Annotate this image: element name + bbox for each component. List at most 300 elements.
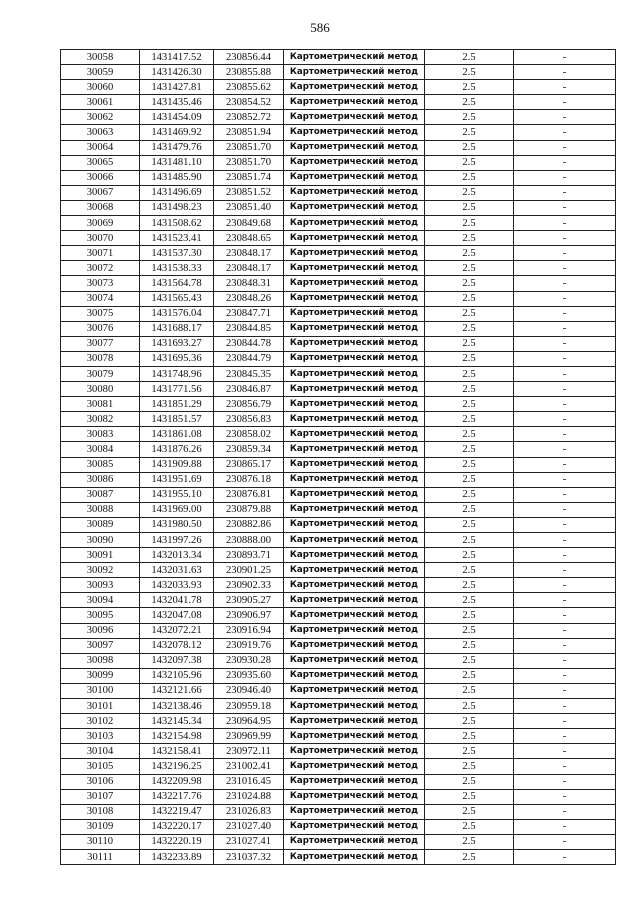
method-cell: Картометрический метод — [284, 699, 425, 714]
x-coordinate-cell: 1432220.17 — [140, 819, 214, 834]
accuracy-cell: 2.5 — [425, 472, 514, 487]
point-number-cell: 30075 — [61, 306, 140, 321]
note-cell: - — [514, 155, 616, 170]
accuracy-cell: 2.5 — [425, 382, 514, 397]
table-row — [61, 608, 616, 623]
accuracy-cell: 2.5 — [425, 819, 514, 834]
table-row — [61, 276, 616, 291]
table-row — [61, 683, 616, 698]
y-coordinate-cell: 230856.79 — [214, 397, 284, 412]
y-coordinate-cell: 230851.52 — [214, 185, 284, 200]
page-number: 586 — [310, 20, 330, 35]
x-coordinate-cell: 1431498.23 — [140, 200, 214, 215]
y-coordinate-cell: 230972.11 — [214, 744, 284, 759]
table-row — [61, 578, 616, 593]
note-cell: - — [514, 517, 616, 532]
y-coordinate-cell: 230844.79 — [214, 351, 284, 366]
point-number-cell: 30100 — [61, 683, 140, 698]
x-coordinate-cell: 1431980.50 — [140, 517, 214, 532]
method-cell: Картометрический метод — [284, 366, 425, 381]
x-coordinate-cell: 1431695.36 — [140, 351, 214, 366]
point-number-cell: 30110 — [61, 834, 140, 849]
coordinates-table-body — [61, 50, 616, 865]
table-row — [61, 789, 616, 804]
coordinates-table — [60, 49, 616, 865]
method-cell: Картометрический метод — [284, 231, 425, 246]
point-number-cell: 30065 — [61, 155, 140, 170]
accuracy-cell: 2.5 — [425, 774, 514, 789]
x-coordinate-cell: 1432233.89 — [140, 849, 214, 864]
method-cell: Картометрический метод — [284, 95, 425, 110]
x-coordinate-cell: 1431876.26 — [140, 442, 214, 457]
method-cell: Картометрический метод — [284, 578, 425, 593]
point-number-cell: 30091 — [61, 548, 140, 563]
method-cell: Картометрический метод — [284, 834, 425, 849]
y-coordinate-cell: 230855.62 — [214, 80, 284, 95]
x-coordinate-cell: 1432145.34 — [140, 714, 214, 729]
y-coordinate-cell: 230856.44 — [214, 50, 284, 65]
point-number-cell: 30081 — [61, 397, 140, 412]
method-cell: Картометрический метод — [284, 276, 425, 291]
table-row — [61, 548, 616, 563]
method-cell: Картометрический метод — [284, 140, 425, 155]
note-cell: - — [514, 563, 616, 578]
x-coordinate-cell: 1432097.38 — [140, 653, 214, 668]
accuracy-cell: 2.5 — [425, 668, 514, 683]
x-coordinate-cell: 1432158.41 — [140, 744, 214, 759]
y-coordinate-cell: 230847.71 — [214, 306, 284, 321]
x-coordinate-cell: 1431508.62 — [140, 216, 214, 231]
accuracy-cell: 2.5 — [425, 366, 514, 381]
note-cell: - — [514, 351, 616, 366]
point-number-cell: 30061 — [61, 95, 140, 110]
note-cell: - — [514, 668, 616, 683]
y-coordinate-cell: 230916.94 — [214, 623, 284, 638]
method-cell: Картометрический метод — [284, 714, 425, 729]
note-cell: - — [514, 95, 616, 110]
accuracy-cell: 2.5 — [425, 608, 514, 623]
note-cell: - — [514, 427, 616, 442]
method-cell: Картометрический метод — [284, 683, 425, 698]
method-cell: Картометрический метод — [284, 321, 425, 336]
point-number-cell: 30107 — [61, 789, 140, 804]
y-coordinate-cell: 230906.97 — [214, 608, 284, 623]
x-coordinate-cell: 1432121.66 — [140, 683, 214, 698]
y-coordinate-cell: 230848.31 — [214, 276, 284, 291]
x-coordinate-cell: 1432217.76 — [140, 789, 214, 804]
x-coordinate-cell: 1432041.78 — [140, 593, 214, 608]
point-number-cell: 30108 — [61, 804, 140, 819]
y-coordinate-cell: 231026.83 — [214, 804, 284, 819]
y-coordinate-cell: 230855.88 — [214, 65, 284, 80]
method-cell: Картометрический метод — [284, 638, 425, 653]
y-coordinate-cell: 230876.18 — [214, 472, 284, 487]
table-row — [61, 140, 616, 155]
table-row — [61, 849, 616, 864]
y-coordinate-cell: 230859.34 — [214, 442, 284, 457]
method-cell: Картометрический метод — [284, 170, 425, 185]
y-coordinate-cell: 230848.17 — [214, 261, 284, 276]
x-coordinate-cell: 1431426.30 — [140, 65, 214, 80]
table-row — [61, 819, 616, 834]
method-cell: Картометрический метод — [284, 200, 425, 215]
note-cell: - — [514, 623, 616, 638]
method-cell: Картометрический метод — [284, 291, 425, 306]
x-coordinate-cell: 1431576.04 — [140, 306, 214, 321]
method-cell: Картометрический метод — [284, 502, 425, 517]
accuracy-cell: 2.5 — [425, 502, 514, 517]
note-cell: - — [514, 185, 616, 200]
accuracy-cell: 2.5 — [425, 744, 514, 759]
method-cell: Картометрический метод — [284, 759, 425, 774]
table-row — [61, 442, 616, 457]
note-cell: - — [514, 714, 616, 729]
y-coordinate-cell: 230879.88 — [214, 502, 284, 517]
accuracy-cell: 2.5 — [425, 336, 514, 351]
x-coordinate-cell: 1431693.27 — [140, 336, 214, 351]
y-coordinate-cell: 230849.68 — [214, 216, 284, 231]
accuracy-cell: 2.5 — [425, 699, 514, 714]
table-row — [61, 336, 616, 351]
note-cell: - — [514, 80, 616, 95]
note-cell: - — [514, 502, 616, 517]
note-cell: - — [514, 366, 616, 381]
accuracy-cell: 2.5 — [425, 110, 514, 125]
accuracy-cell: 2.5 — [425, 759, 514, 774]
y-coordinate-cell: 230888.00 — [214, 533, 284, 548]
x-coordinate-cell: 1432013.34 — [140, 548, 214, 563]
note-cell: - — [514, 412, 616, 427]
note-cell: - — [514, 774, 616, 789]
accuracy-cell: 2.5 — [425, 351, 514, 366]
x-coordinate-cell: 1431909.88 — [140, 457, 214, 472]
point-number-cell: 30087 — [61, 487, 140, 502]
table-row — [61, 517, 616, 532]
accuracy-cell: 2.5 — [425, 412, 514, 427]
point-number-cell: 30084 — [61, 442, 140, 457]
x-coordinate-cell: 1431496.69 — [140, 185, 214, 200]
point-number-cell: 30066 — [61, 170, 140, 185]
point-number-cell: 30098 — [61, 653, 140, 668]
accuracy-cell: 2.5 — [425, 170, 514, 185]
point-number-cell: 30072 — [61, 261, 140, 276]
accuracy-cell: 2.5 — [425, 804, 514, 819]
table-row — [61, 110, 616, 125]
x-coordinate-cell: 1431479.76 — [140, 140, 214, 155]
table-row — [61, 623, 616, 638]
x-coordinate-cell: 1432078.12 — [140, 638, 214, 653]
table-row — [61, 759, 616, 774]
method-cell: Картометрический метод — [284, 729, 425, 744]
note-cell: - — [514, 397, 616, 412]
note-cell: - — [514, 638, 616, 653]
point-number-cell: 30074 — [61, 291, 140, 306]
point-number-cell: 30059 — [61, 65, 140, 80]
note-cell: - — [514, 789, 616, 804]
point-number-cell: 30083 — [61, 427, 140, 442]
note-cell: - — [514, 216, 616, 231]
point-number-cell: 30105 — [61, 759, 140, 774]
note-cell: - — [514, 759, 616, 774]
note-cell: - — [514, 653, 616, 668]
table-row — [61, 487, 616, 502]
method-cell: Картометрический метод — [284, 533, 425, 548]
y-coordinate-cell: 230876.81 — [214, 487, 284, 502]
accuracy-cell: 2.5 — [425, 638, 514, 653]
accuracy-cell: 2.5 — [425, 155, 514, 170]
point-number-cell: 30109 — [61, 819, 140, 834]
point-number-cell: 30086 — [61, 472, 140, 487]
point-number-cell: 30062 — [61, 110, 140, 125]
method-cell: Картометрический метод — [284, 789, 425, 804]
y-coordinate-cell: 230865.17 — [214, 457, 284, 472]
point-number-cell: 30088 — [61, 502, 140, 517]
note-cell: - — [514, 487, 616, 502]
y-coordinate-cell: 230851.70 — [214, 155, 284, 170]
table-row — [61, 804, 616, 819]
accuracy-cell: 2.5 — [425, 653, 514, 668]
note-cell: - — [514, 699, 616, 714]
x-coordinate-cell: 1431538.33 — [140, 261, 214, 276]
y-coordinate-cell: 230851.74 — [214, 170, 284, 185]
table-row — [61, 246, 616, 261]
y-coordinate-cell: 231037.32 — [214, 849, 284, 864]
table-row — [61, 563, 616, 578]
method-cell: Картометрический метод — [284, 668, 425, 683]
table-row — [61, 638, 616, 653]
accuracy-cell: 2.5 — [425, 593, 514, 608]
note-cell: - — [514, 608, 616, 623]
note-cell: - — [514, 140, 616, 155]
x-coordinate-cell: 1431485.90 — [140, 170, 214, 185]
x-coordinate-cell: 1432033.93 — [140, 578, 214, 593]
point-number-cell: 30063 — [61, 125, 140, 140]
method-cell: Картометрический метод — [284, 819, 425, 834]
x-coordinate-cell: 1432138.46 — [140, 699, 214, 714]
table-row — [61, 261, 616, 276]
y-coordinate-cell: 230969.99 — [214, 729, 284, 744]
method-cell: Картометрический метод — [284, 155, 425, 170]
method-cell: Картометрический метод — [284, 336, 425, 351]
y-coordinate-cell: 230935.60 — [214, 668, 284, 683]
point-number-cell: 30073 — [61, 276, 140, 291]
x-coordinate-cell: 1432105.96 — [140, 668, 214, 683]
point-number-cell: 30060 — [61, 80, 140, 95]
accuracy-cell: 2.5 — [425, 65, 514, 80]
x-coordinate-cell: 1432219.47 — [140, 804, 214, 819]
x-coordinate-cell: 1431969.00 — [140, 502, 214, 517]
accuracy-cell: 2.5 — [425, 80, 514, 95]
accuracy-cell: 2.5 — [425, 563, 514, 578]
table-row — [61, 744, 616, 759]
method-cell: Картометрический метод — [284, 382, 425, 397]
method-cell: Картометрический метод — [284, 608, 425, 623]
accuracy-cell: 2.5 — [425, 185, 514, 200]
method-cell: Картометрический метод — [284, 397, 425, 412]
x-coordinate-cell: 1432072.21 — [140, 623, 214, 638]
method-cell: Картометрический метод — [284, 593, 425, 608]
note-cell: - — [514, 291, 616, 306]
point-number-cell: 30082 — [61, 412, 140, 427]
table-row — [61, 216, 616, 231]
note-cell: - — [514, 231, 616, 246]
method-cell: Картометрический метод — [284, 487, 425, 502]
table-container — [60, 49, 616, 865]
method-cell: Картометрический метод — [284, 774, 425, 789]
accuracy-cell: 2.5 — [425, 200, 514, 215]
note-cell: - — [514, 819, 616, 834]
y-coordinate-cell: 231027.40 — [214, 819, 284, 834]
table-row — [61, 80, 616, 95]
y-coordinate-cell: 230845.35 — [214, 366, 284, 381]
x-coordinate-cell: 1432154.98 — [140, 729, 214, 744]
note-cell: - — [514, 804, 616, 819]
y-coordinate-cell: 230844.85 — [214, 321, 284, 336]
table-row — [61, 472, 616, 487]
x-coordinate-cell: 1431435.46 — [140, 95, 214, 110]
note-cell: - — [514, 50, 616, 65]
x-coordinate-cell: 1431771.56 — [140, 382, 214, 397]
table-row — [61, 457, 616, 472]
method-cell: Картометрический метод — [284, 427, 425, 442]
accuracy-cell: 2.5 — [425, 276, 514, 291]
accuracy-cell: 2.5 — [425, 291, 514, 306]
x-coordinate-cell: 1431523.41 — [140, 231, 214, 246]
method-cell: Картометрический метод — [284, 804, 425, 819]
accuracy-cell: 2.5 — [425, 50, 514, 65]
y-coordinate-cell: 230851.94 — [214, 125, 284, 140]
y-coordinate-cell: 230844.78 — [214, 336, 284, 351]
method-cell: Картометрический метод — [284, 185, 425, 200]
note-cell: - — [514, 593, 616, 608]
y-coordinate-cell: 231027.41 — [214, 834, 284, 849]
method-cell: Картометрический метод — [284, 216, 425, 231]
y-coordinate-cell: 230946.40 — [214, 683, 284, 698]
method-cell: Картометрический метод — [284, 351, 425, 366]
table-row — [61, 593, 616, 608]
note-cell: - — [514, 442, 616, 457]
y-coordinate-cell: 230848.26 — [214, 291, 284, 306]
method-cell: Картометрический метод — [284, 246, 425, 261]
table-row — [61, 668, 616, 683]
table-row — [61, 412, 616, 427]
method-cell: Картометрический метод — [284, 744, 425, 759]
x-coordinate-cell: 1432220.19 — [140, 834, 214, 849]
x-coordinate-cell: 1431951.69 — [140, 472, 214, 487]
y-coordinate-cell: 230959.18 — [214, 699, 284, 714]
method-cell: Картометрический метод — [284, 548, 425, 563]
note-cell: - — [514, 578, 616, 593]
note-cell: - — [514, 729, 616, 744]
accuracy-cell: 2.5 — [425, 849, 514, 864]
y-coordinate-cell: 230846.87 — [214, 382, 284, 397]
accuracy-cell: 2.5 — [425, 623, 514, 638]
accuracy-cell: 2.5 — [425, 125, 514, 140]
accuracy-cell: 2.5 — [425, 306, 514, 321]
note-cell: - — [514, 246, 616, 261]
x-coordinate-cell: 1431417.52 — [140, 50, 214, 65]
y-coordinate-cell: 230852.72 — [214, 110, 284, 125]
point-number-cell: 30067 — [61, 185, 140, 200]
method-cell: Картометрический метод — [284, 517, 425, 532]
table-row — [61, 382, 616, 397]
point-number-cell: 30076 — [61, 321, 140, 336]
method-cell: Картометрический метод — [284, 442, 425, 457]
accuracy-cell: 2.5 — [425, 261, 514, 276]
note-cell: - — [514, 382, 616, 397]
accuracy-cell: 2.5 — [425, 321, 514, 336]
point-number-cell: 30092 — [61, 563, 140, 578]
note-cell: - — [514, 533, 616, 548]
accuracy-cell: 2.5 — [425, 533, 514, 548]
note-cell: - — [514, 110, 616, 125]
table-row — [61, 774, 616, 789]
point-number-cell: 30080 — [61, 382, 140, 397]
method-cell: Картометрический метод — [284, 65, 425, 80]
x-coordinate-cell: 1432209.98 — [140, 774, 214, 789]
accuracy-cell: 2.5 — [425, 683, 514, 698]
accuracy-cell: 2.5 — [425, 517, 514, 532]
y-coordinate-cell: 230893.71 — [214, 548, 284, 563]
point-number-cell: 30078 — [61, 351, 140, 366]
x-coordinate-cell: 1432196.25 — [140, 759, 214, 774]
method-cell: Картометрический метод — [284, 50, 425, 65]
point-number-cell: 30071 — [61, 246, 140, 261]
table-row — [61, 125, 616, 140]
note-cell: - — [514, 548, 616, 563]
table-row — [61, 321, 616, 336]
note-cell: - — [514, 125, 616, 140]
table-row — [61, 427, 616, 442]
point-number-cell: 30070 — [61, 231, 140, 246]
note-cell: - — [514, 336, 616, 351]
point-number-cell: 30095 — [61, 608, 140, 623]
x-coordinate-cell: 1431861.08 — [140, 427, 214, 442]
note-cell: - — [514, 200, 616, 215]
accuracy-cell: 2.5 — [425, 729, 514, 744]
method-cell: Картометрический метод — [284, 849, 425, 864]
point-number-cell: 30089 — [61, 517, 140, 532]
point-number-cell: 30069 — [61, 216, 140, 231]
point-number-cell: 30103 — [61, 729, 140, 744]
note-cell: - — [514, 261, 616, 276]
y-coordinate-cell: 231024.88 — [214, 789, 284, 804]
method-cell: Картометрический метод — [284, 472, 425, 487]
x-coordinate-cell: 1431955.10 — [140, 487, 214, 502]
method-cell: Картометрический метод — [284, 623, 425, 638]
table-row — [61, 699, 616, 714]
accuracy-cell: 2.5 — [425, 487, 514, 502]
note-cell: - — [514, 65, 616, 80]
table-row — [61, 170, 616, 185]
accuracy-cell: 2.5 — [425, 834, 514, 849]
x-coordinate-cell: 1431481.10 — [140, 155, 214, 170]
point-number-cell: 30093 — [61, 578, 140, 593]
accuracy-cell: 2.5 — [425, 548, 514, 563]
method-cell: Картометрический метод — [284, 261, 425, 276]
table-row — [61, 185, 616, 200]
y-coordinate-cell: 230919.76 — [214, 638, 284, 653]
table-row — [61, 834, 616, 849]
point-number-cell: 30077 — [61, 336, 140, 351]
y-coordinate-cell: 230901.25 — [214, 563, 284, 578]
point-number-cell: 30068 — [61, 200, 140, 215]
note-cell: - — [514, 170, 616, 185]
y-coordinate-cell: 230882.86 — [214, 517, 284, 532]
y-coordinate-cell: 230964.95 — [214, 714, 284, 729]
note-cell: - — [514, 306, 616, 321]
accuracy-cell: 2.5 — [425, 246, 514, 261]
